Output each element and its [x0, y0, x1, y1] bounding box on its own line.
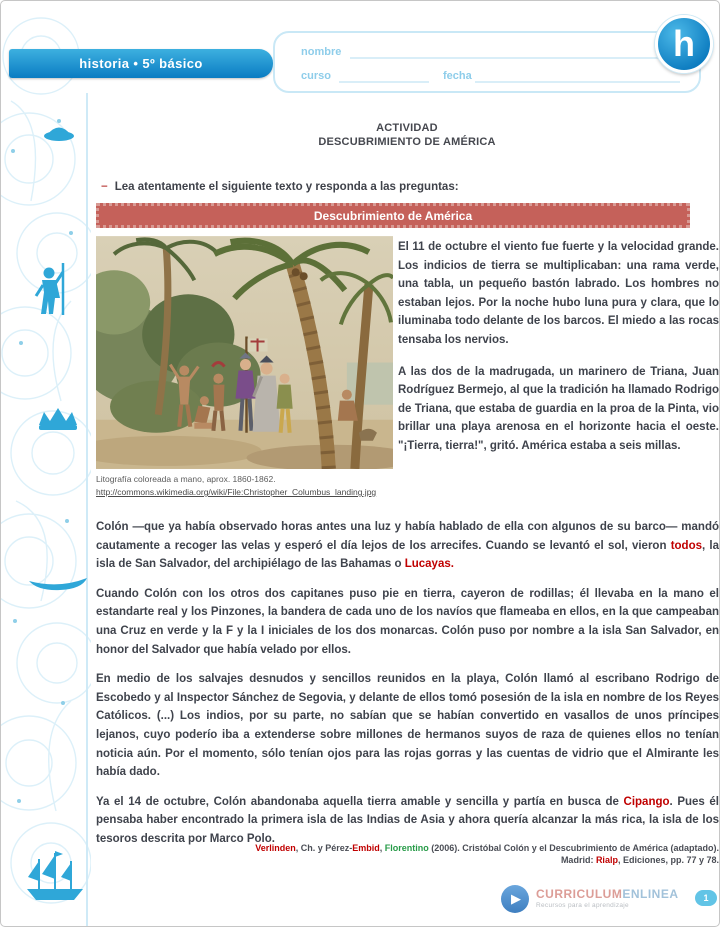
figure-source-link[interactable]: http://commons.wikimedia.org/wiki/File:Christopher_Columbus_landing.jpg [96, 487, 377, 497]
citation [96, 842, 719, 866]
name-field [350, 57, 680, 59]
hat-icon [44, 128, 74, 142]
decorative-sidebar [1, 1, 91, 927]
subject-banner [9, 49, 273, 78]
citation-line1: Verlinden, Ch. y Pérez-Embid, Florentino (2006). Cristóbal Colón y el Descubrimiento de América (adaptado). [255, 843, 719, 853]
instruction-line [101, 181, 701, 193]
page-number-badge [695, 890, 717, 906]
paragraph-colon-luz: Colón —que ya había observado horas antes una luz y había hablado de ella con algunos de su barco— mandó cautamente a recoger las velas y esperó el día lejos de los arrecifes. Cuando se levantó el sol, vieron todos, la isla de San Salvador, del archipiélago de las Bahamas o Lucayas. [96, 521, 720, 571]
activity-title-line1: ACTIVIDAD [376, 122, 438, 134]
text-block-full [96, 518, 719, 860]
name-field-label: nombre [301, 46, 342, 58]
paragraph-posesion: En medio de los salvajes desnudos y sencillos reunidos en la playa, Colón llamó al escribano Rodrigo de Escobedo y al Inspector Sánchez de Segovia, y delante de ellos tomó posesión de la isla en nombre de los Reyes Católicos. (...) Los indios, por su parte, no sabían que se habían convertido en vasallos de unos príncipes lejanos, cuyo poderío iba a extenderse sobre millones de hermanos suyos de raza de quienes ellos no tenían noticia aún. Por el momento, sólo tenían ojos para las rojas gorras y las cuentas de vidrio que el Almirante les había dado. [96, 673, 719, 779]
ship-icon [27, 851, 83, 900]
page-number: 1 [703, 893, 709, 903]
date-field [475, 81, 680, 83]
landing-illustration [96, 236, 393, 469]
course-field-label: curso [301, 70, 331, 82]
subject-letter: h [673, 23, 695, 64]
canoe-icon [29, 578, 87, 590]
paragraph-madrugada: A las dos de la madrugada, un marinero de Triana, Juan Rodríguez Bermejo, al que la tradición ha llamado Rodrigo de Triana, que estaba de guardia en la proa de la Pinta, vio brillar una playa arenosa en el horizonte hacia el oeste. "¡Tierra, tierra!", gritó. América estaba a seis millas. [398, 365, 719, 452]
explorer-icon [36, 263, 63, 315]
figure [96, 236, 393, 499]
instruction-text: Lea atentamente el siguiente texto y responda a las preguntas: [114, 181, 459, 193]
brand-wordmark [536, 888, 679, 911]
brand-tagline: Recursos para el aprendizaje [536, 901, 629, 909]
instruction-dash: − [101, 181, 108, 193]
play-icon: ▶ [501, 885, 529, 913]
paragraph-desembarco: Cuando Colón con los otros dos capitanes puso pie en tierra, cayeron de rodillas; él llevaba en la mano el estandarte real y los Pinzones, la bandera de cada uno de los navíos que flameaba en ellos, en la que campeaban una Cruz en verde y la F y la I iniciales de los dos monarcas. Colón puso por nombre a la isla San Salvador, en honor del Salvador que había velado por ellos. [96, 587, 719, 656]
subject-letter-badge [655, 15, 713, 73]
text-column-right [398, 238, 719, 469]
reading-title: Descubrimiento de América [313, 208, 473, 223]
subject-banner-label: historia • 5º básico [79, 56, 203, 71]
paragraph-cipango: Ya el 14 de octubre, Colón abandonaba aquella tierra amable y sencilla y partía en busca de Cipango. Pues él pensaba haber encontrado la primera isla de las Indias de Asia y ahora quería alcanzar la más rica, la isla de los tesoros descrita por Marco Polo. [96, 795, 720, 845]
footer-brand [501, 885, 679, 913]
activity-title [96, 121, 718, 149]
paragraph-octubre-11: El 11 de octubre el viento fue fuerte y la velocidad grande. Los indicios de tierra se multiplicaban: una rama verde, una tabla, un pequeño bastón labrado. Los hombres no estaban lejos. Por la noche hubo luna pura y clara, que lo iluminaba todo delante de los barcos. El miedo a las rocas tensaba los nervios. [398, 241, 719, 346]
figure-caption: Litografía coloreada a mano, aprox. 1860-1862. [96, 474, 276, 484]
course-field [339, 81, 429, 83]
activity-title-line2: DESCUBRIMIENTO DE AMÉRICA [318, 136, 496, 148]
student-info-panel [273, 31, 701, 93]
brand-word-primary: CURRICULUM [536, 886, 623, 901]
reading-title-banner [96, 203, 690, 228]
date-field-label: fecha [443, 70, 472, 82]
citation-line2: Madrid: Rialp, Ediciones, pp. 77 y 78. [560, 855, 719, 865]
brand-word-secondary: ENLINEA [622, 886, 679, 901]
